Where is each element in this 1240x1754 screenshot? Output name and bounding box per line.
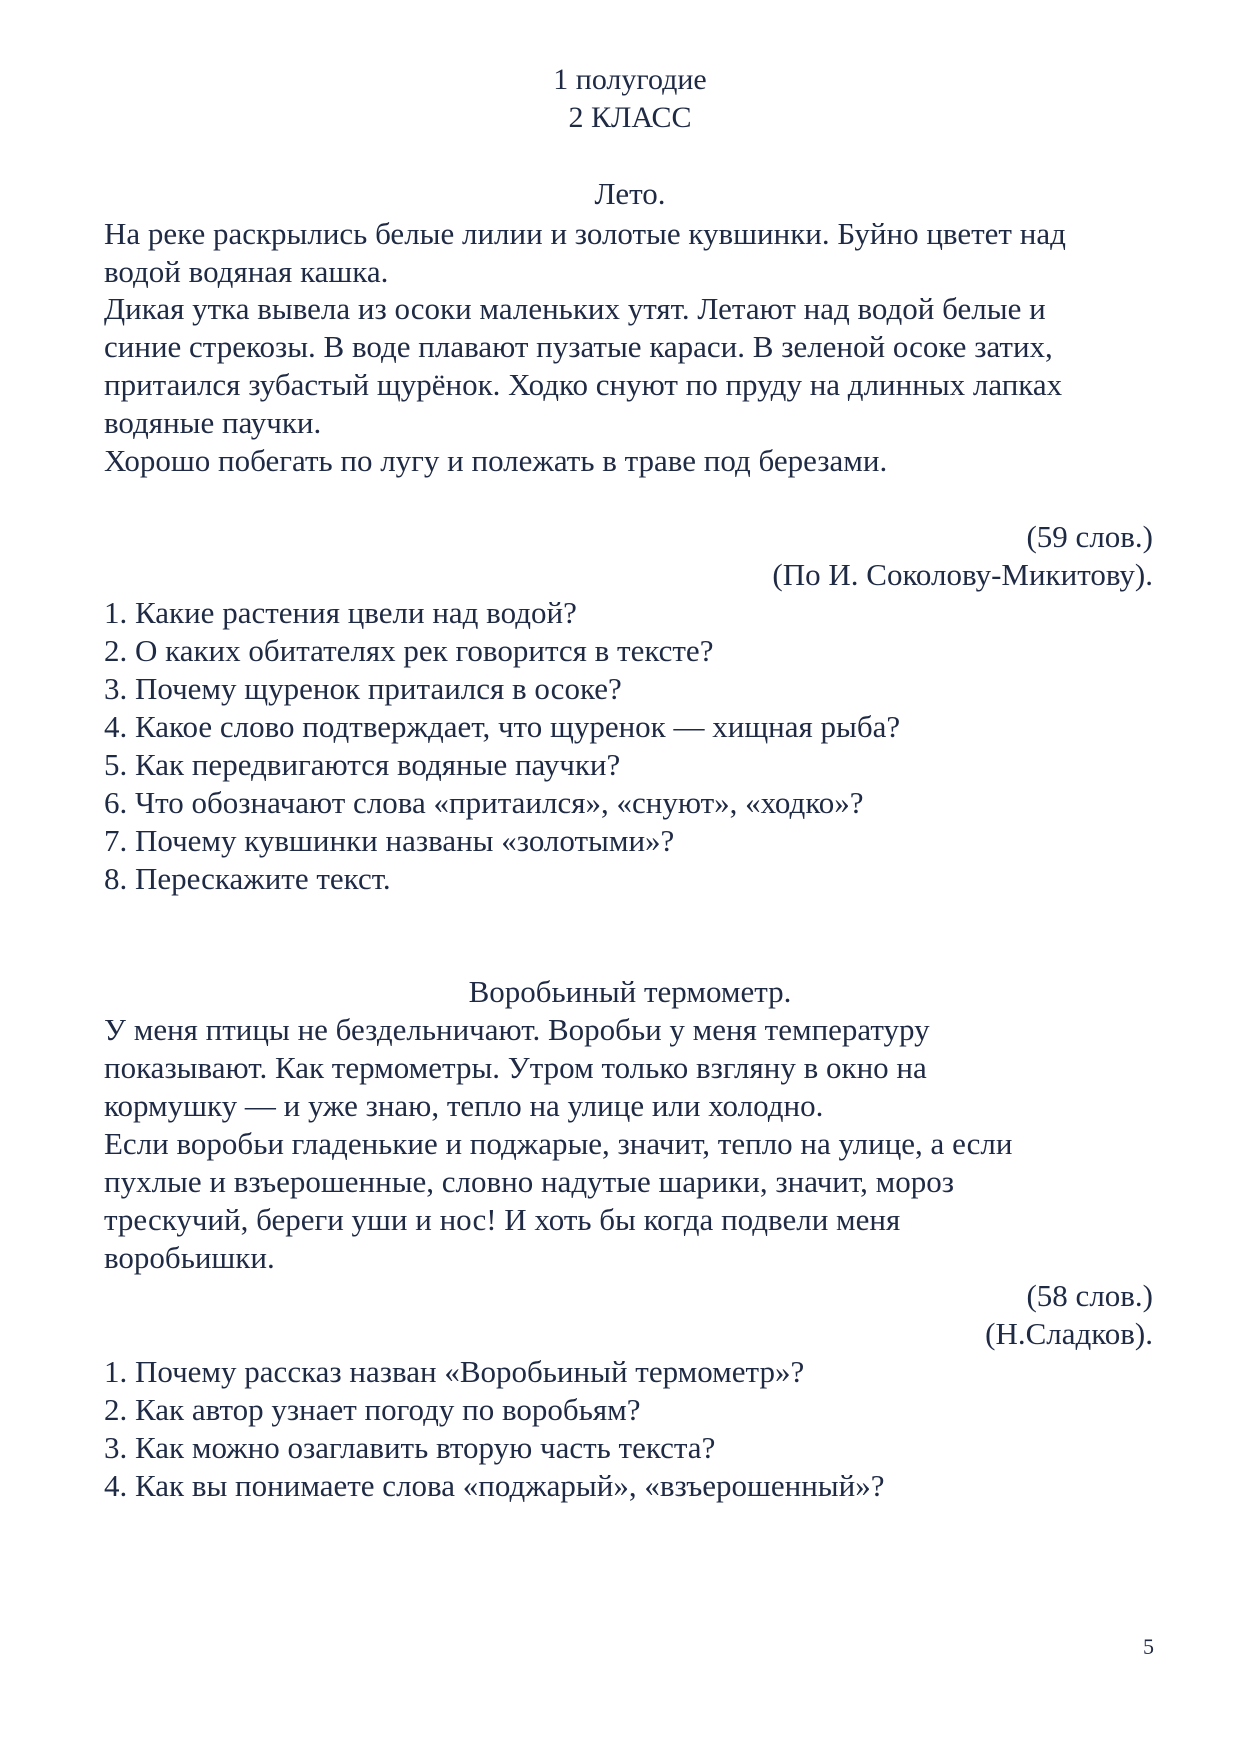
question-item: 3. Почему щуренок притаился в осоке? (104, 671, 622, 706)
story2-author: (Н.Сладков). (985, 1316, 1153, 1351)
story2-title: Воробьиный термометр. (468, 974, 792, 1009)
story1-title: Лето. (594, 176, 666, 211)
story1-line: водяные паучки. (104, 405, 322, 440)
story1-line: водой водяная кашка. (104, 254, 389, 289)
question-item: 1. Почему рассказ назван «Воробьиный термометр»? (104, 1354, 805, 1389)
question-item: 2. Как автор узнает погоду по воробьям? (104, 1392, 641, 1427)
story2-line: воробьишки. (104, 1240, 275, 1275)
story2-word-count: (58 слов.) (1026, 1278, 1153, 1313)
question-item: 5. Как передвигаются водяные паучки? (104, 747, 621, 782)
grade-heading: 2 КЛАСС (568, 101, 692, 134)
question-item: 8. Перескажите текст. (104, 861, 391, 896)
story1-author: (По И. Соколову-Микитову). (772, 557, 1153, 592)
story1-line: притаился зубастый щурёнок. Ходко снуют по пруду на длинных лапках (104, 367, 1063, 402)
question-item: 4. Как вы понимаете слова «поджарый», «взъерошенный»? (104, 1468, 885, 1503)
story1-word-count: (59 слов.) (1026, 519, 1153, 554)
question-item: 2. О каких обитателях рек говорится в тексте? (104, 633, 714, 668)
page-number: 5 (1143, 1634, 1154, 1659)
story2-line: трескучий, береги уши и нос! И хоть бы когда подвели меня (104, 1202, 901, 1237)
question-item: 1. Какие растения цвели над водой? (104, 595, 577, 630)
question-item: 3. Как можно озаглавить вторую часть текста? (104, 1430, 716, 1465)
term-heading: 1 полугодие (553, 63, 707, 96)
question-item: 6. Что обозначают слова «притаился», «снуют», «ходко»? (104, 785, 864, 820)
story2-line: показывают. Как термометры. Утром только взгляну в окно на (104, 1050, 927, 1085)
question-item: 7. Почему кувшинки названы «золотыми»? (104, 823, 675, 858)
story2-line: У меня птицы не бездельничают. Воробьи у меня температуру (104, 1012, 930, 1047)
story2-line: пухлые и взъерошенные, словно надутые шарики, значит, мороз (104, 1164, 954, 1199)
story1-line: Хорошо побегать по лугу и полежать в траве под березами. (104, 443, 888, 478)
story2-line: кормушку — и уже знаю, тепло на улице или холодно. (104, 1088, 824, 1123)
story1-line: На реке раскрылись белые лилии и золотые кувшинки. Буйно цветет над (104, 216, 1066, 251)
story2-line: Если воробьи гладенькие и поджарые, значит, тепло на улице, а если (104, 1126, 1013, 1161)
story1-line: синие стрекозы. В воде плавают пузатые караси. В зеленой осоке затих, (104, 329, 1053, 364)
question-item: 4. Какое слово подтверждает, что щуренок — хищная рыба? (104, 709, 901, 744)
story1-line: Дикая утка вывела из осоки маленьких утят. Летают над водой белые и (104, 291, 1046, 326)
